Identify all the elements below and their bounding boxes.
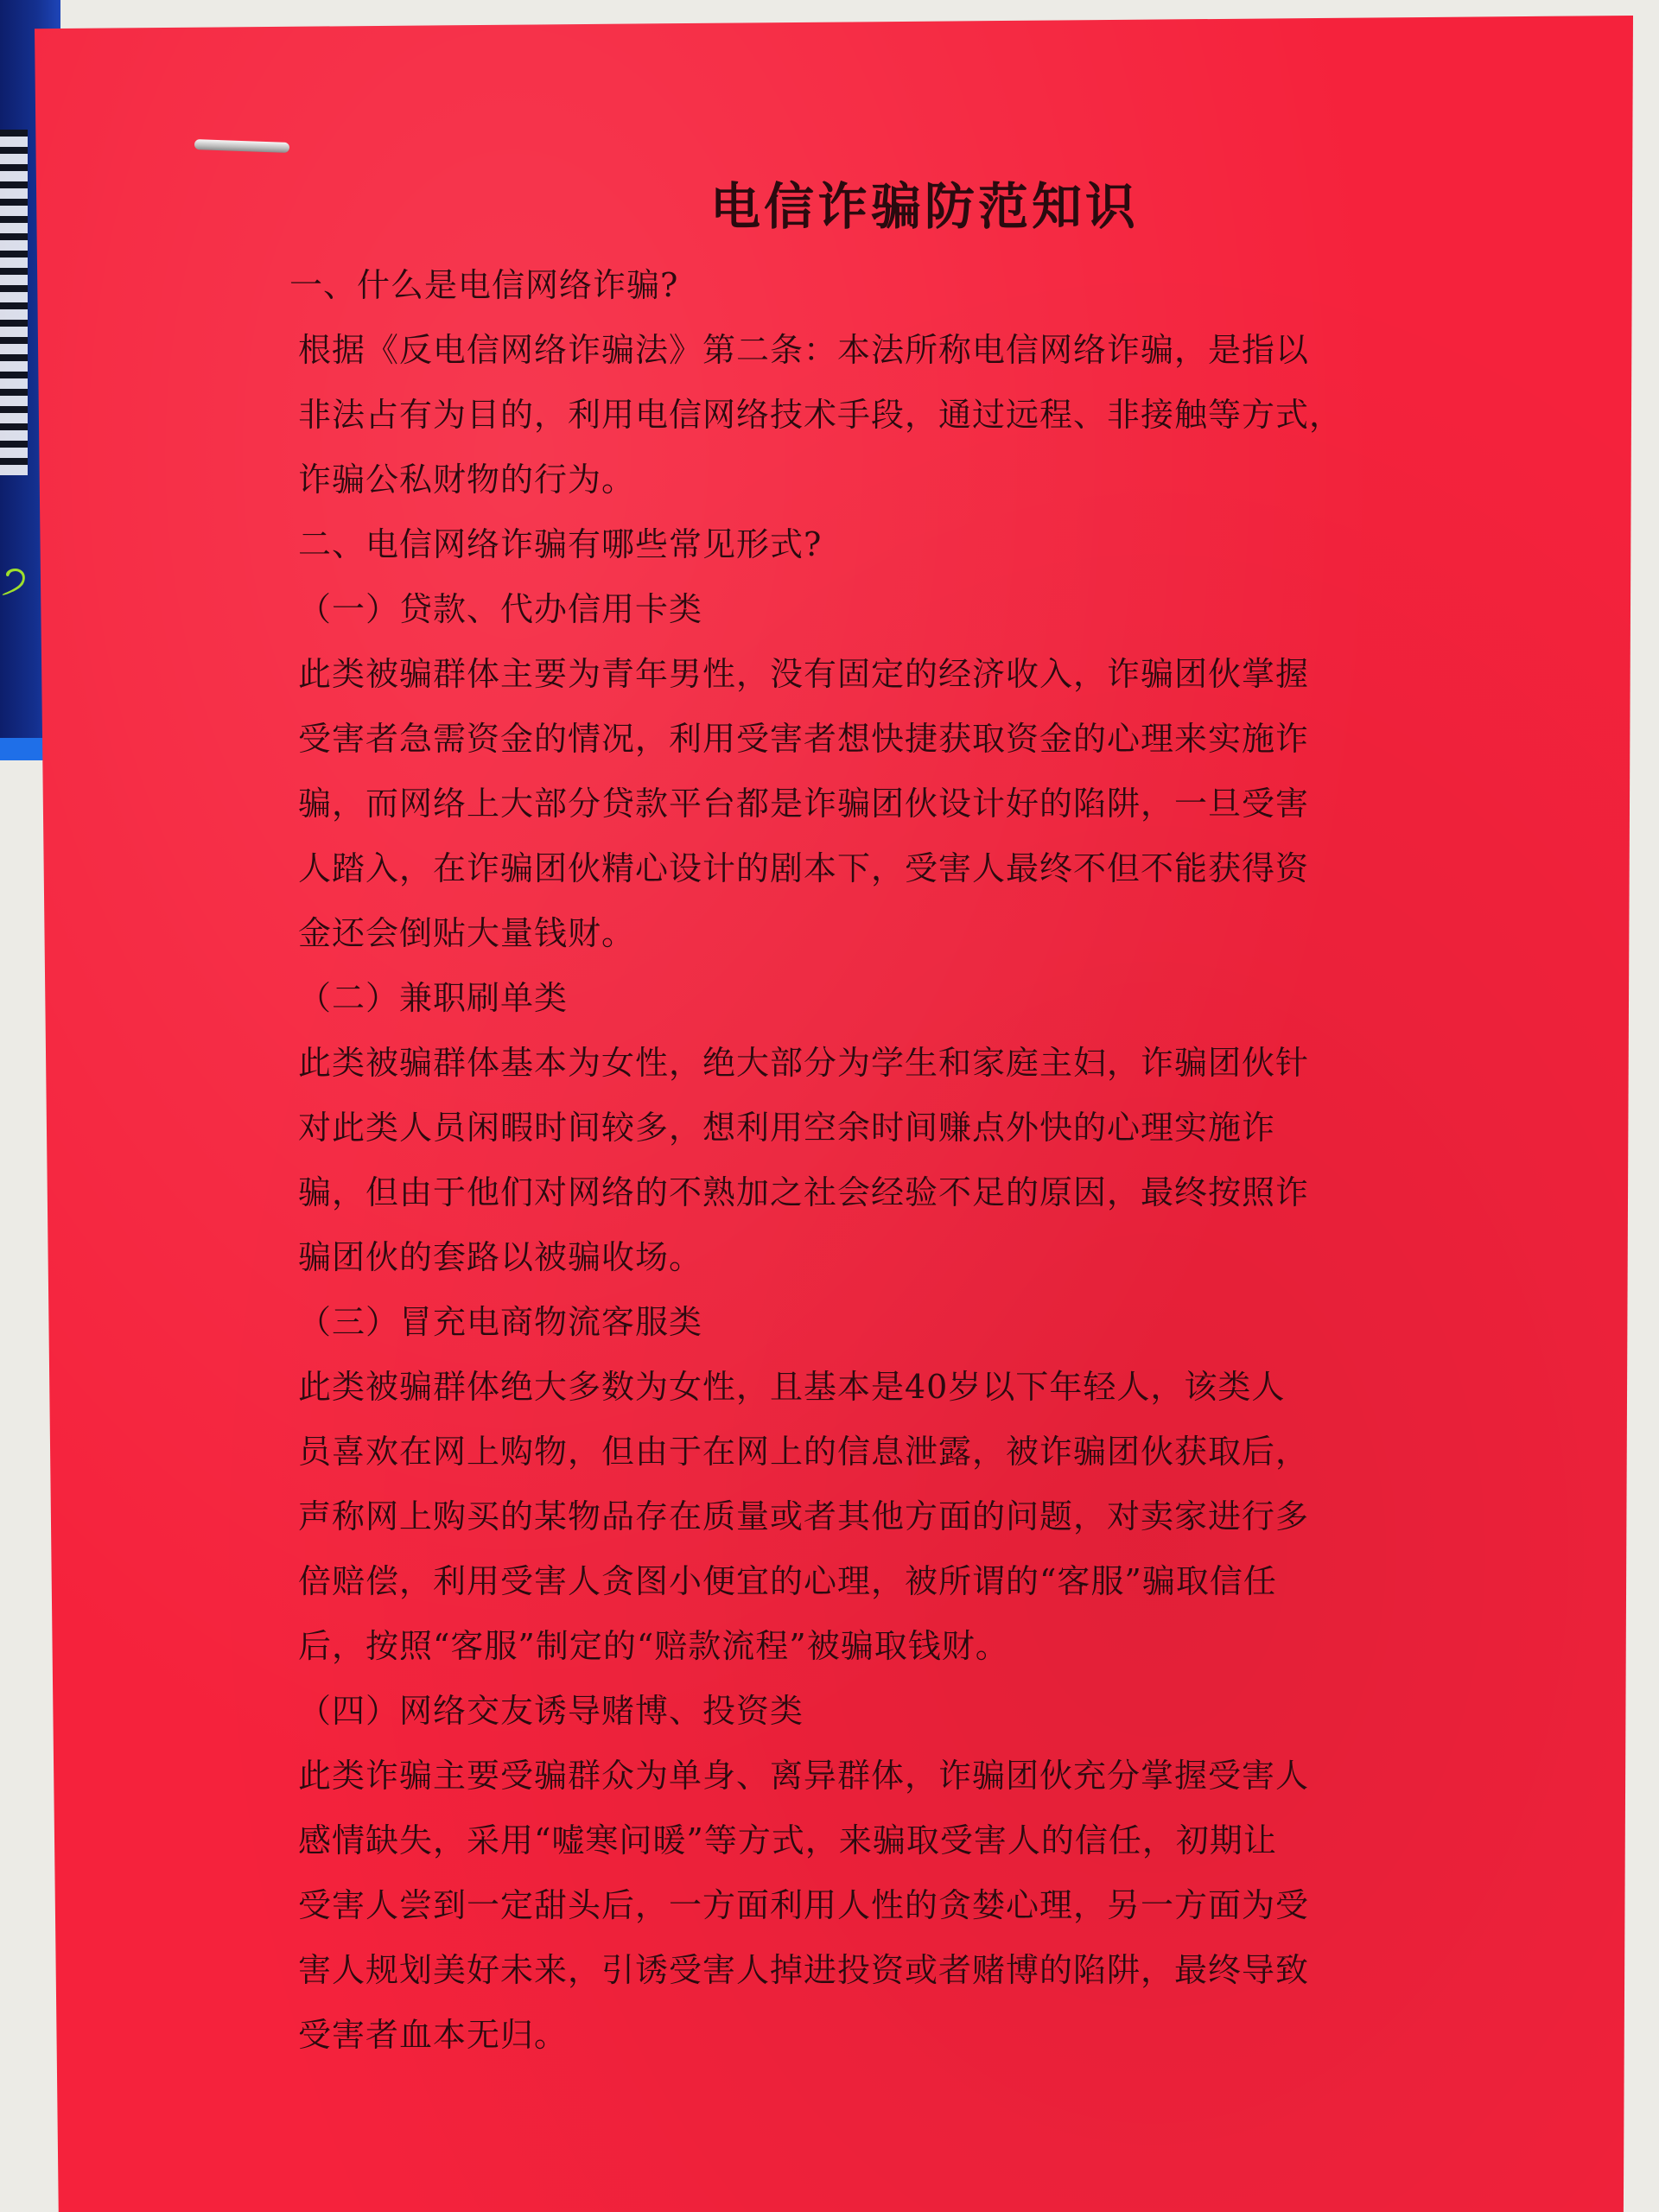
- text-line: （三）冒充电商物流客服类: [298, 1303, 703, 1341]
- text-line: 声称网上购买的某物品存在质量或者其他方面的问题，对卖家进行多: [298, 1497, 1310, 1535]
- text-line: 根据《反电信网络诈骗法》第二条：本法所称电信网络诈骗，是指以: [298, 331, 1310, 369]
- text-line: 倍赔偿，利用受害人贪图小便宜的心理，被所谓的“客服”骗取信任: [298, 1562, 1277, 1600]
- text-line: 受害人尝到一定甜头后，一方面利用人性的贪婪心理，另一方面为受: [298, 1886, 1310, 1924]
- text-line: 骗团伙的套路以被骗收场。: [298, 1238, 703, 1276]
- text-line: 二、电信网络诈骗有哪些常见形式?: [298, 525, 823, 563]
- text-line: 骗，而网络上大部分贷款平台都是诈骗团伙设计好的陷阱，一旦受害: [298, 785, 1310, 823]
- text-line: 受害者血本无归。: [298, 2016, 569, 2054]
- text-line: 受害者急需资金的情况，利用受害者想快捷获取资金的心理来实施诈: [298, 720, 1310, 758]
- text-line: 后，按照“客服”制定的“赔款流程”被骗取钱财。: [298, 1627, 1009, 1665]
- text-line: 非法占有为目的，利用电信网络技术手段，通过远程、非接触等方式，: [298, 396, 1344, 434]
- qr-code-fragment: [0, 130, 28, 475]
- text-line: （四）网络交友诱导赌博、投资类: [298, 1692, 804, 1730]
- text-line: 员喜欢在网上购物，但由于在网上的信息泄露，被诈骗团伙获取后，: [298, 1433, 1310, 1471]
- text-line: 人踏入，在诈骗团伙精心设计的剧本下，受害人最终不但不能获得资: [298, 849, 1310, 887]
- text-line: 此类诈骗主要受骗群众为单身、离异群体，诈骗团伙充分掌握受害人: [298, 1757, 1310, 1795]
- text-line: 此类被骗群体绝大多数为女性，且基本是40岁以下年轻人，该类人: [298, 1368, 1286, 1406]
- text-line: 骗，但由于他们对网络的不熟加之社会经验不足的原因，最终按照诈: [298, 1173, 1310, 1211]
- text-line: 害人规划美好未来，引诱受害人掉进投资或者赌博的陷阱，最终导致: [298, 1951, 1310, 1989]
- document-title: 电信诈骗防范知识: [709, 177, 1139, 236]
- text-line: 金还会倒贴大量钱财。: [298, 914, 636, 952]
- notice-content: [289, 168, 1421, 2068]
- green-mark: ੭: [2, 556, 28, 602]
- text-line: 一、什么是电信网络诈骗?: [289, 266, 679, 304]
- text-line: 此类被骗群体基本为女性，绝大部分为学生和家庭主妇，诈骗团伙针: [298, 1044, 1310, 1082]
- text-line: （一）贷款、代办信用卡类: [298, 590, 703, 628]
- text-line: 诈骗公私财物的行为。: [298, 461, 636, 499]
- text-line: 此类被骗群体主要为青年男性，没有固定的经济收入，诈骗团伙掌握: [298, 655, 1310, 693]
- document-body: [289, 253, 1421, 2068]
- text-line: 对此类人员闲暇时间较多，想利用空余时间赚点外快的心理实施诈: [298, 1109, 1276, 1147]
- staple-icon: [194, 139, 289, 153]
- text-line: 感情缺失，采用“嘘寒问暖”等方式，来骗取受害人的信任，初期让: [298, 1821, 1277, 1859]
- text-line: （二）兼职刷单类: [298, 979, 569, 1017]
